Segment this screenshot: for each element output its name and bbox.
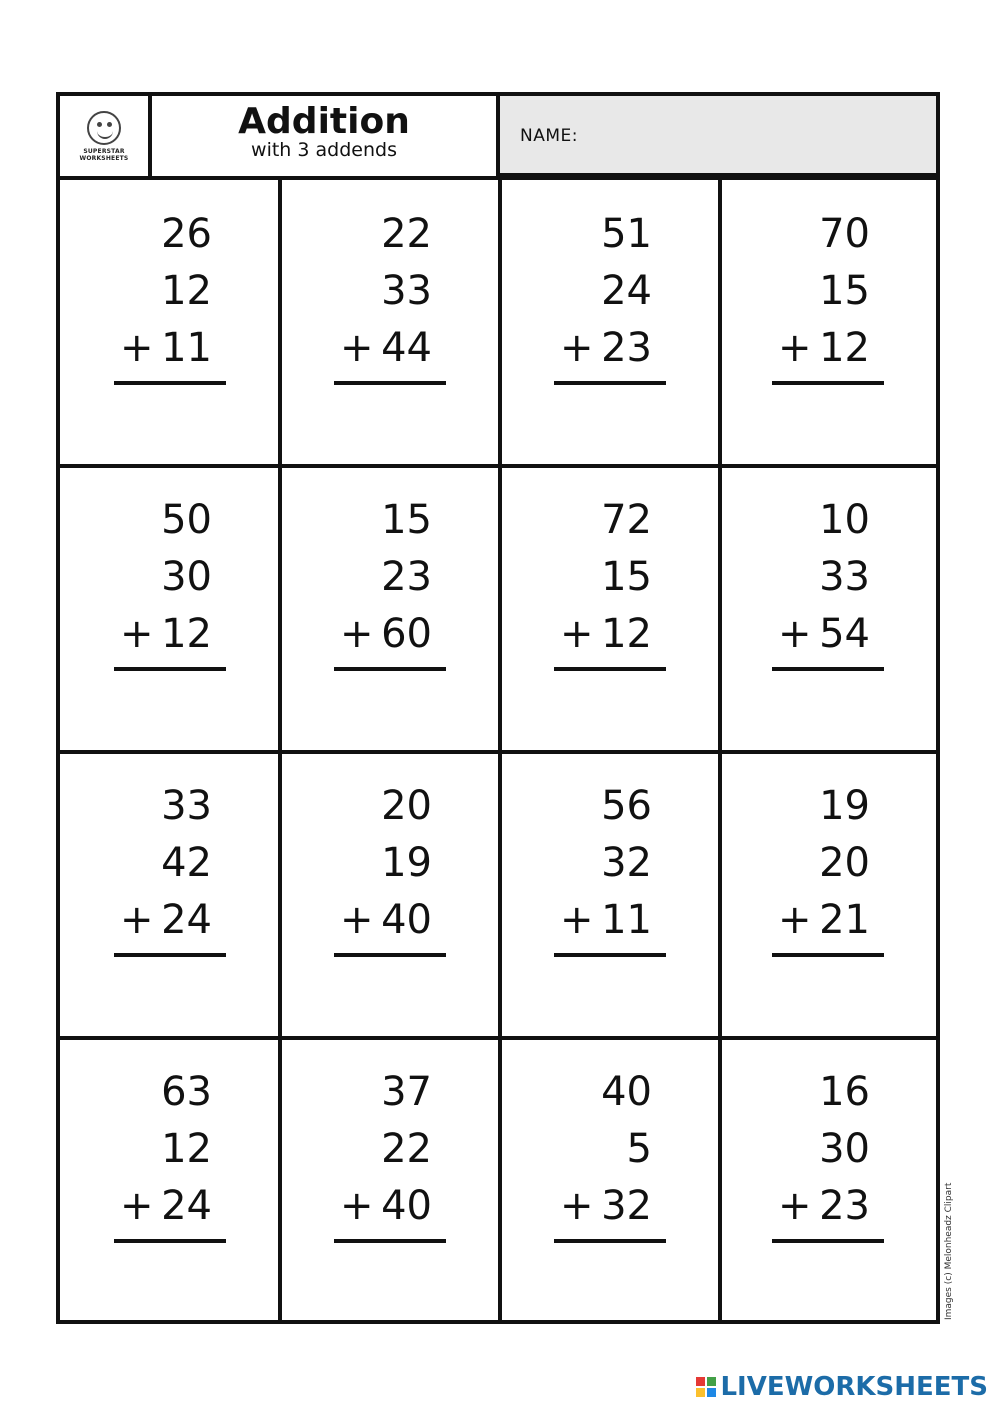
addend-row <box>114 206 226 263</box>
plus-sign: + <box>560 611 594 657</box>
title-box <box>152 96 500 176</box>
addend-2: 33 <box>819 554 870 600</box>
page-title: Addition <box>238 101 410 142</box>
addend-row <box>114 1178 226 1235</box>
addend-row <box>114 320 226 377</box>
addend-1: 26 <box>161 211 212 257</box>
addition-problem <box>554 206 666 385</box>
logo-square <box>707 1377 716 1386</box>
plus-sign: + <box>120 611 154 657</box>
addend-row <box>554 1178 666 1235</box>
addend-row <box>114 606 226 663</box>
addition-problem <box>334 1064 446 1243</box>
addend-1: 50 <box>161 497 212 543</box>
addend-row <box>772 835 884 892</box>
problem-cell <box>720 466 936 752</box>
addition-problem <box>114 1064 226 1243</box>
addend-2: 12 <box>161 268 212 314</box>
addend-row <box>334 320 446 377</box>
watermark-text: LIVEWORKSHEETS <box>720 1372 988 1402</box>
addend-3: 60 <box>381 611 432 657</box>
addend-row <box>114 263 226 320</box>
problem-cell <box>500 466 720 752</box>
addend-3: 44 <box>381 325 432 371</box>
problem-cell <box>720 752 936 1038</box>
addend-3: 23 <box>601 325 652 371</box>
addition-problem <box>554 492 666 671</box>
addend-row <box>772 492 884 549</box>
addend-2: 23 <box>381 554 432 600</box>
worksheet <box>56 92 940 1324</box>
addend-1: 40 <box>601 1069 652 1115</box>
addend-3: 23 <box>819 1183 870 1229</box>
answer-line <box>554 381 666 385</box>
addition-problem <box>772 206 884 385</box>
addend-2: 15 <box>601 554 652 600</box>
problem-cell <box>60 466 280 752</box>
addition-problem <box>114 206 226 385</box>
copyright-note: Images (c) Melonheadz Clipart <box>944 1182 954 1320</box>
plus-sign: + <box>340 325 374 371</box>
addend-row <box>334 206 446 263</box>
addition-problem <box>772 778 884 957</box>
addend-row <box>554 263 666 320</box>
addend-row <box>554 606 666 663</box>
addend-3: 11 <box>601 897 652 943</box>
addend-row <box>114 1121 226 1178</box>
addend-row <box>334 778 446 835</box>
plus-sign: + <box>120 897 154 943</box>
addend-3: 12 <box>601 611 652 657</box>
plus-sign: + <box>560 325 594 371</box>
addend-row <box>334 263 446 320</box>
addend-row <box>114 1064 226 1121</box>
addend-1: 63 <box>161 1069 212 1115</box>
plus-sign: + <box>340 897 374 943</box>
addend-row <box>114 549 226 606</box>
addend-row <box>334 835 446 892</box>
addition-problem <box>554 778 666 957</box>
addend-row <box>334 892 446 949</box>
problem-cell <box>280 466 500 752</box>
plus-sign: + <box>340 611 374 657</box>
addend-1: 33 <box>161 783 212 829</box>
addend-row <box>554 778 666 835</box>
answer-line <box>114 381 226 385</box>
addition-problem <box>772 1064 884 1243</box>
addend-row <box>334 1178 446 1235</box>
answer-line <box>114 667 226 671</box>
superstar-face-icon <box>87 111 121 145</box>
addend-row <box>114 778 226 835</box>
addition-problem <box>334 206 446 385</box>
addend-2: 19 <box>381 840 432 886</box>
addition-problem <box>334 492 446 671</box>
addend-2: 15 <box>819 268 870 314</box>
addend-2: 20 <box>819 840 870 886</box>
problem-cell <box>60 180 280 466</box>
addend-1: 10 <box>819 497 870 543</box>
addend-row <box>772 320 884 377</box>
addend-row <box>772 606 884 663</box>
plus-sign: + <box>120 325 154 371</box>
addend-row <box>772 1121 884 1178</box>
answer-line <box>334 667 446 671</box>
plus-sign: + <box>560 897 594 943</box>
addend-1: 15 <box>381 497 432 543</box>
addend-1: 20 <box>381 783 432 829</box>
problem-cell <box>500 752 720 1038</box>
logo-square <box>696 1377 705 1386</box>
addend-2: 24 <box>601 268 652 314</box>
addition-problem <box>554 1064 666 1243</box>
addend-3: 11 <box>161 325 212 371</box>
problem-cell <box>500 180 720 466</box>
answer-line <box>554 953 666 957</box>
addend-row <box>334 492 446 549</box>
addend-row <box>772 892 884 949</box>
addend-1: 51 <box>601 211 652 257</box>
answer-line <box>334 381 446 385</box>
addend-row <box>114 835 226 892</box>
plus-sign: + <box>340 1183 374 1229</box>
name-label: NAME: <box>520 126 578 146</box>
problem-cell <box>280 752 500 1038</box>
addend-row <box>554 1121 666 1178</box>
addend-row <box>554 320 666 377</box>
addend-row <box>772 1178 884 1235</box>
addend-2: 32 <box>601 840 652 886</box>
addend-2: 12 <box>161 1126 212 1172</box>
addend-1: 22 <box>381 211 432 257</box>
addend-3: 24 <box>161 897 212 943</box>
name-field[interactable] <box>500 96 936 176</box>
addend-2: 22 <box>381 1126 432 1172</box>
addend-2: 5 <box>626 1126 652 1172</box>
addition-problem <box>334 778 446 957</box>
page-subtitle: with 3 addends <box>251 139 397 161</box>
answer-line <box>554 667 666 671</box>
addend-3: 40 <box>381 1183 432 1229</box>
answer-line <box>554 1239 666 1243</box>
answer-line <box>772 381 884 385</box>
addend-row <box>114 492 226 549</box>
addition-problem <box>772 492 884 671</box>
addend-3: 21 <box>819 897 870 943</box>
addend-3: 54 <box>819 611 870 657</box>
addend-1: 19 <box>819 783 870 829</box>
addend-row <box>772 1064 884 1121</box>
worksheet-header <box>60 96 936 180</box>
addend-row <box>554 206 666 263</box>
liveworksheets-watermark <box>696 1372 988 1402</box>
plus-sign: + <box>778 1183 812 1229</box>
addend-row <box>772 778 884 835</box>
addition-problem <box>114 778 226 957</box>
logo-text: SUPERSTAR WORKSHEETS <box>79 147 129 162</box>
addend-row <box>334 549 446 606</box>
addition-problem <box>114 492 226 671</box>
addend-3: 24 <box>161 1183 212 1229</box>
addend-row <box>772 206 884 263</box>
answer-line <box>772 953 884 957</box>
addend-1: 70 <box>819 211 870 257</box>
addend-row <box>772 549 884 606</box>
plus-sign: + <box>778 611 812 657</box>
plus-sign: + <box>778 325 812 371</box>
answer-line <box>772 667 884 671</box>
addend-2: 30 <box>161 554 212 600</box>
plus-sign: + <box>560 1183 594 1229</box>
addend-row <box>772 263 884 320</box>
addend-row <box>334 606 446 663</box>
addend-2: 33 <box>381 268 432 314</box>
addend-1: 72 <box>601 497 652 543</box>
logo <box>60 96 152 176</box>
answer-line <box>772 1239 884 1243</box>
answer-line <box>114 1239 226 1243</box>
addend-1: 56 <box>601 783 652 829</box>
addend-3: 12 <box>819 325 870 371</box>
plus-sign: + <box>778 897 812 943</box>
problem-cell <box>280 180 500 466</box>
plus-sign: + <box>120 1183 154 1229</box>
problem-grid <box>60 180 936 1320</box>
problem-cell <box>60 1038 280 1320</box>
addend-row <box>554 835 666 892</box>
addend-row <box>334 1064 446 1121</box>
addend-row <box>554 549 666 606</box>
addend-row <box>114 892 226 949</box>
answer-line <box>334 1239 446 1243</box>
addend-3: 12 <box>161 611 212 657</box>
problem-cell <box>60 752 280 1038</box>
logo-square <box>696 1388 705 1397</box>
addend-row <box>554 892 666 949</box>
addend-2: 30 <box>819 1126 870 1172</box>
addend-2: 42 <box>161 840 212 886</box>
addend-row <box>554 1064 666 1121</box>
logo-square <box>707 1388 716 1397</box>
addend-3: 32 <box>601 1183 652 1229</box>
addend-row <box>334 1121 446 1178</box>
problem-cell <box>280 1038 500 1320</box>
addend-1: 16 <box>819 1069 870 1115</box>
liveworksheets-logo-icon <box>696 1377 716 1397</box>
addend-row <box>554 492 666 549</box>
addend-1: 37 <box>381 1069 432 1115</box>
answer-line <box>334 953 446 957</box>
addend-3: 40 <box>381 897 432 943</box>
problem-cell <box>500 1038 720 1320</box>
problem-cell <box>720 180 936 466</box>
answer-line <box>114 953 226 957</box>
problem-cell <box>720 1038 936 1320</box>
